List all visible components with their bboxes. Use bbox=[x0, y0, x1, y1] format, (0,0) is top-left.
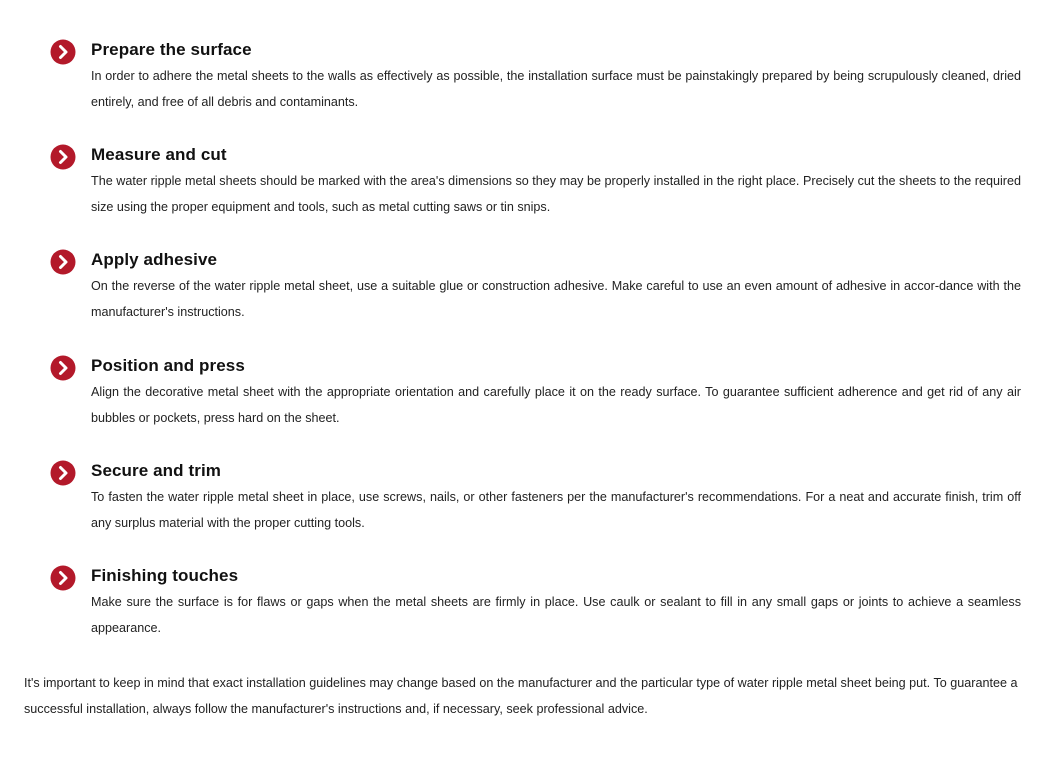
step-description: Make sure the surface is for flaws or gaps when the metal sheets are firmly in place. Use caulk or sealant to fill in any small gaps or joints to achieve a seamless appearance. bbox=[91, 595, 1021, 635]
chevron-right-circle-icon bbox=[50, 355, 76, 381]
step-title: Apply adhesive bbox=[91, 250, 218, 269]
step-title: Prepare the surface bbox=[91, 40, 252, 59]
step-description: Align the decorative metal sheet with the appropriate orientation and carefully place it on the ready surface. To guarantee sufficient adherence and get rid of any air bubbles or pockets, press hard on the sheet. bbox=[91, 385, 1021, 425]
step-title: Secure and trim bbox=[91, 461, 221, 480]
chevron-right-circle-icon bbox=[50, 460, 76, 486]
step-title: Measure and cut bbox=[91, 145, 227, 164]
step-description: To fasten the water ripple metal sheet in place, use screws, nails, or other fasteners per the manufacturer's recommendations. For a neat and accurate finish, trim off any surplus material with the proper cutting tools. bbox=[91, 490, 1021, 530]
step-description: The water ripple metal sheets should be marked with the area's dimensions so they may be properly installed in the right place. Precisely cut the sheets to the required size using the proper equipment and tools, such as metal cutting saws or tin snips. bbox=[91, 174, 1021, 214]
chevron-right-circle-icon bbox=[50, 565, 76, 591]
step-description: On the reverse of the water ripple metal sheet, use a suitable glue or construction adhesive. Make careful to use an even amount of adhesive in accor-dance with the manufacturer's instructions. bbox=[91, 279, 1021, 319]
step-title: Position and press bbox=[91, 356, 245, 375]
chevron-right-circle-icon bbox=[50, 249, 76, 275]
step-title: Finishing touches bbox=[91, 566, 239, 585]
step-description: In order to adhere the metal sheets to the walls as effectively as possible, the installation surface must be painstakingly prepared by being scrupulously cleaned, dried entirely, and free of all debris and contaminants. bbox=[91, 69, 1021, 109]
chevron-right-circle-icon bbox=[50, 144, 76, 170]
footer-note: It's important to keep in mind that exact installation guidelines may change based on the manufacturer and the particular type of water ripple metal sheet being put. To guarantee a successful installation, always follow the manufacturer's instructions and, if necessary, seek professional advice. bbox=[24, 676, 1018, 716]
chevron-right-circle-icon bbox=[50, 39, 76, 65]
